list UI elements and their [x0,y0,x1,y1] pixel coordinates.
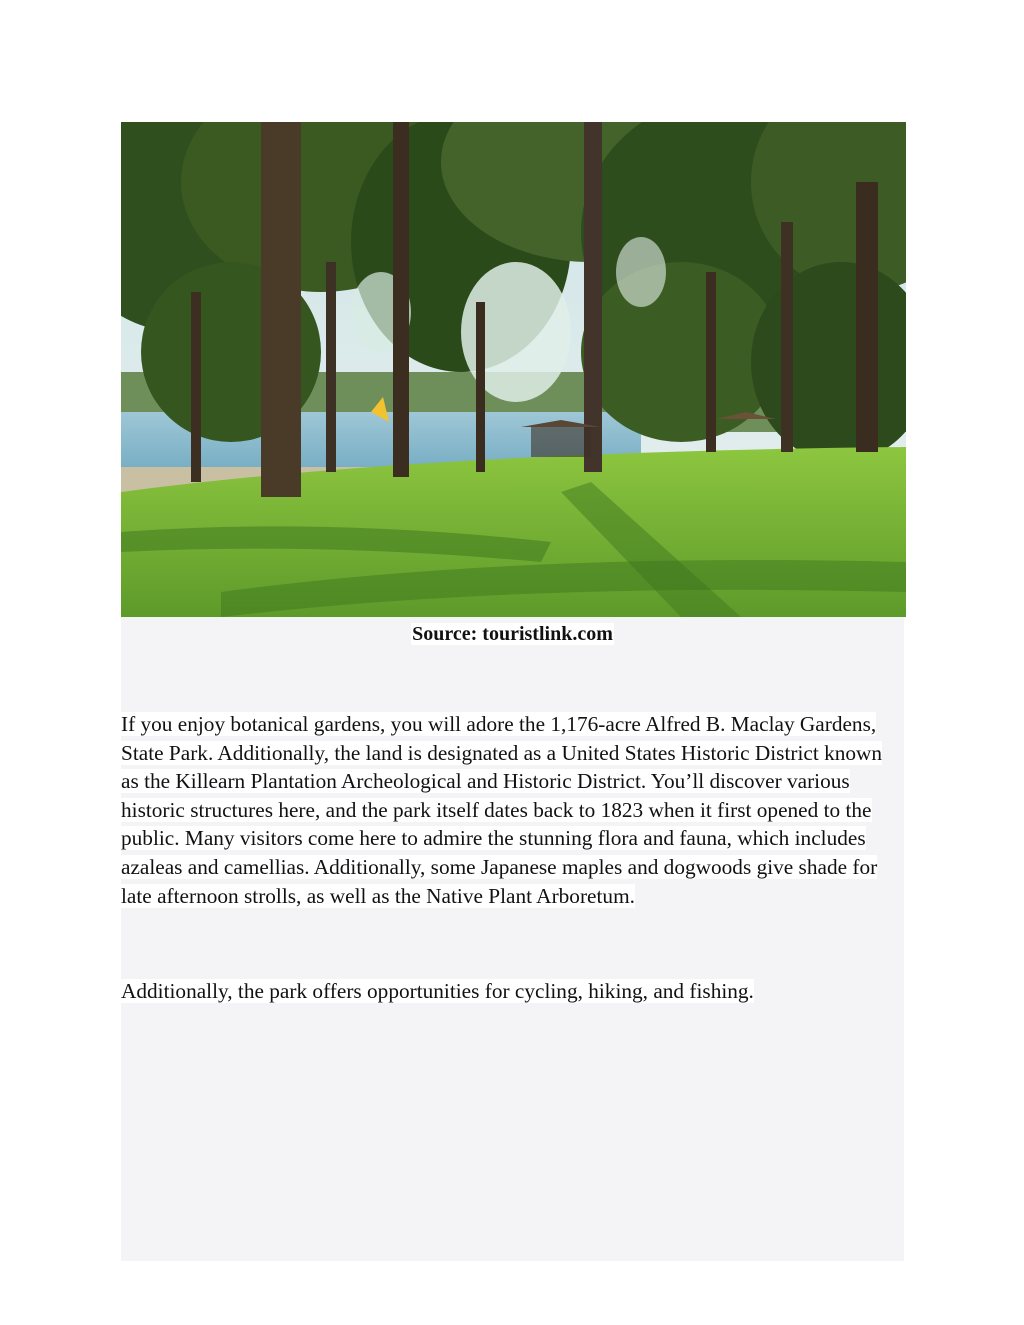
paragraph-line: late afternoon strolls, as well as the Native Plant Arboretum. [121,883,635,908]
paragraph-line: public. Many visitors come here to admire the stunning flora and fauna, which includes [121,826,866,851]
park-photo-illustration [121,122,906,617]
paragraph-line: Additionally, the park offers opportunities for cycling, hiking, and fishing. [121,979,754,1003]
body-paragraph-2 [121,977,906,1006]
paragraph-line: If you enjoy botanical gardens, you will adore the 1,176-acre Alfred B. Maclay Gardens, [121,712,877,736]
image-caption-text: Source: touristlink.com [412,623,613,645]
paragraph-line: historic structures here, and the park itself dates back to 1823 when it first opened to the [121,797,872,822]
paragraph-line: azaleas and camellias. Additionally, some Japanese maples and dogwoods give shade for [121,854,878,879]
paragraph-line: as the Killearn Plantation Archeological and Historic District. You’ll discover various [121,769,850,794]
body-paragraph-1 [121,710,906,910]
park-photo [121,122,906,617]
image-caption [121,620,904,648]
paragraph-line: State Park. Additionally, the land is designated as a United States Historic District known [121,740,883,765]
